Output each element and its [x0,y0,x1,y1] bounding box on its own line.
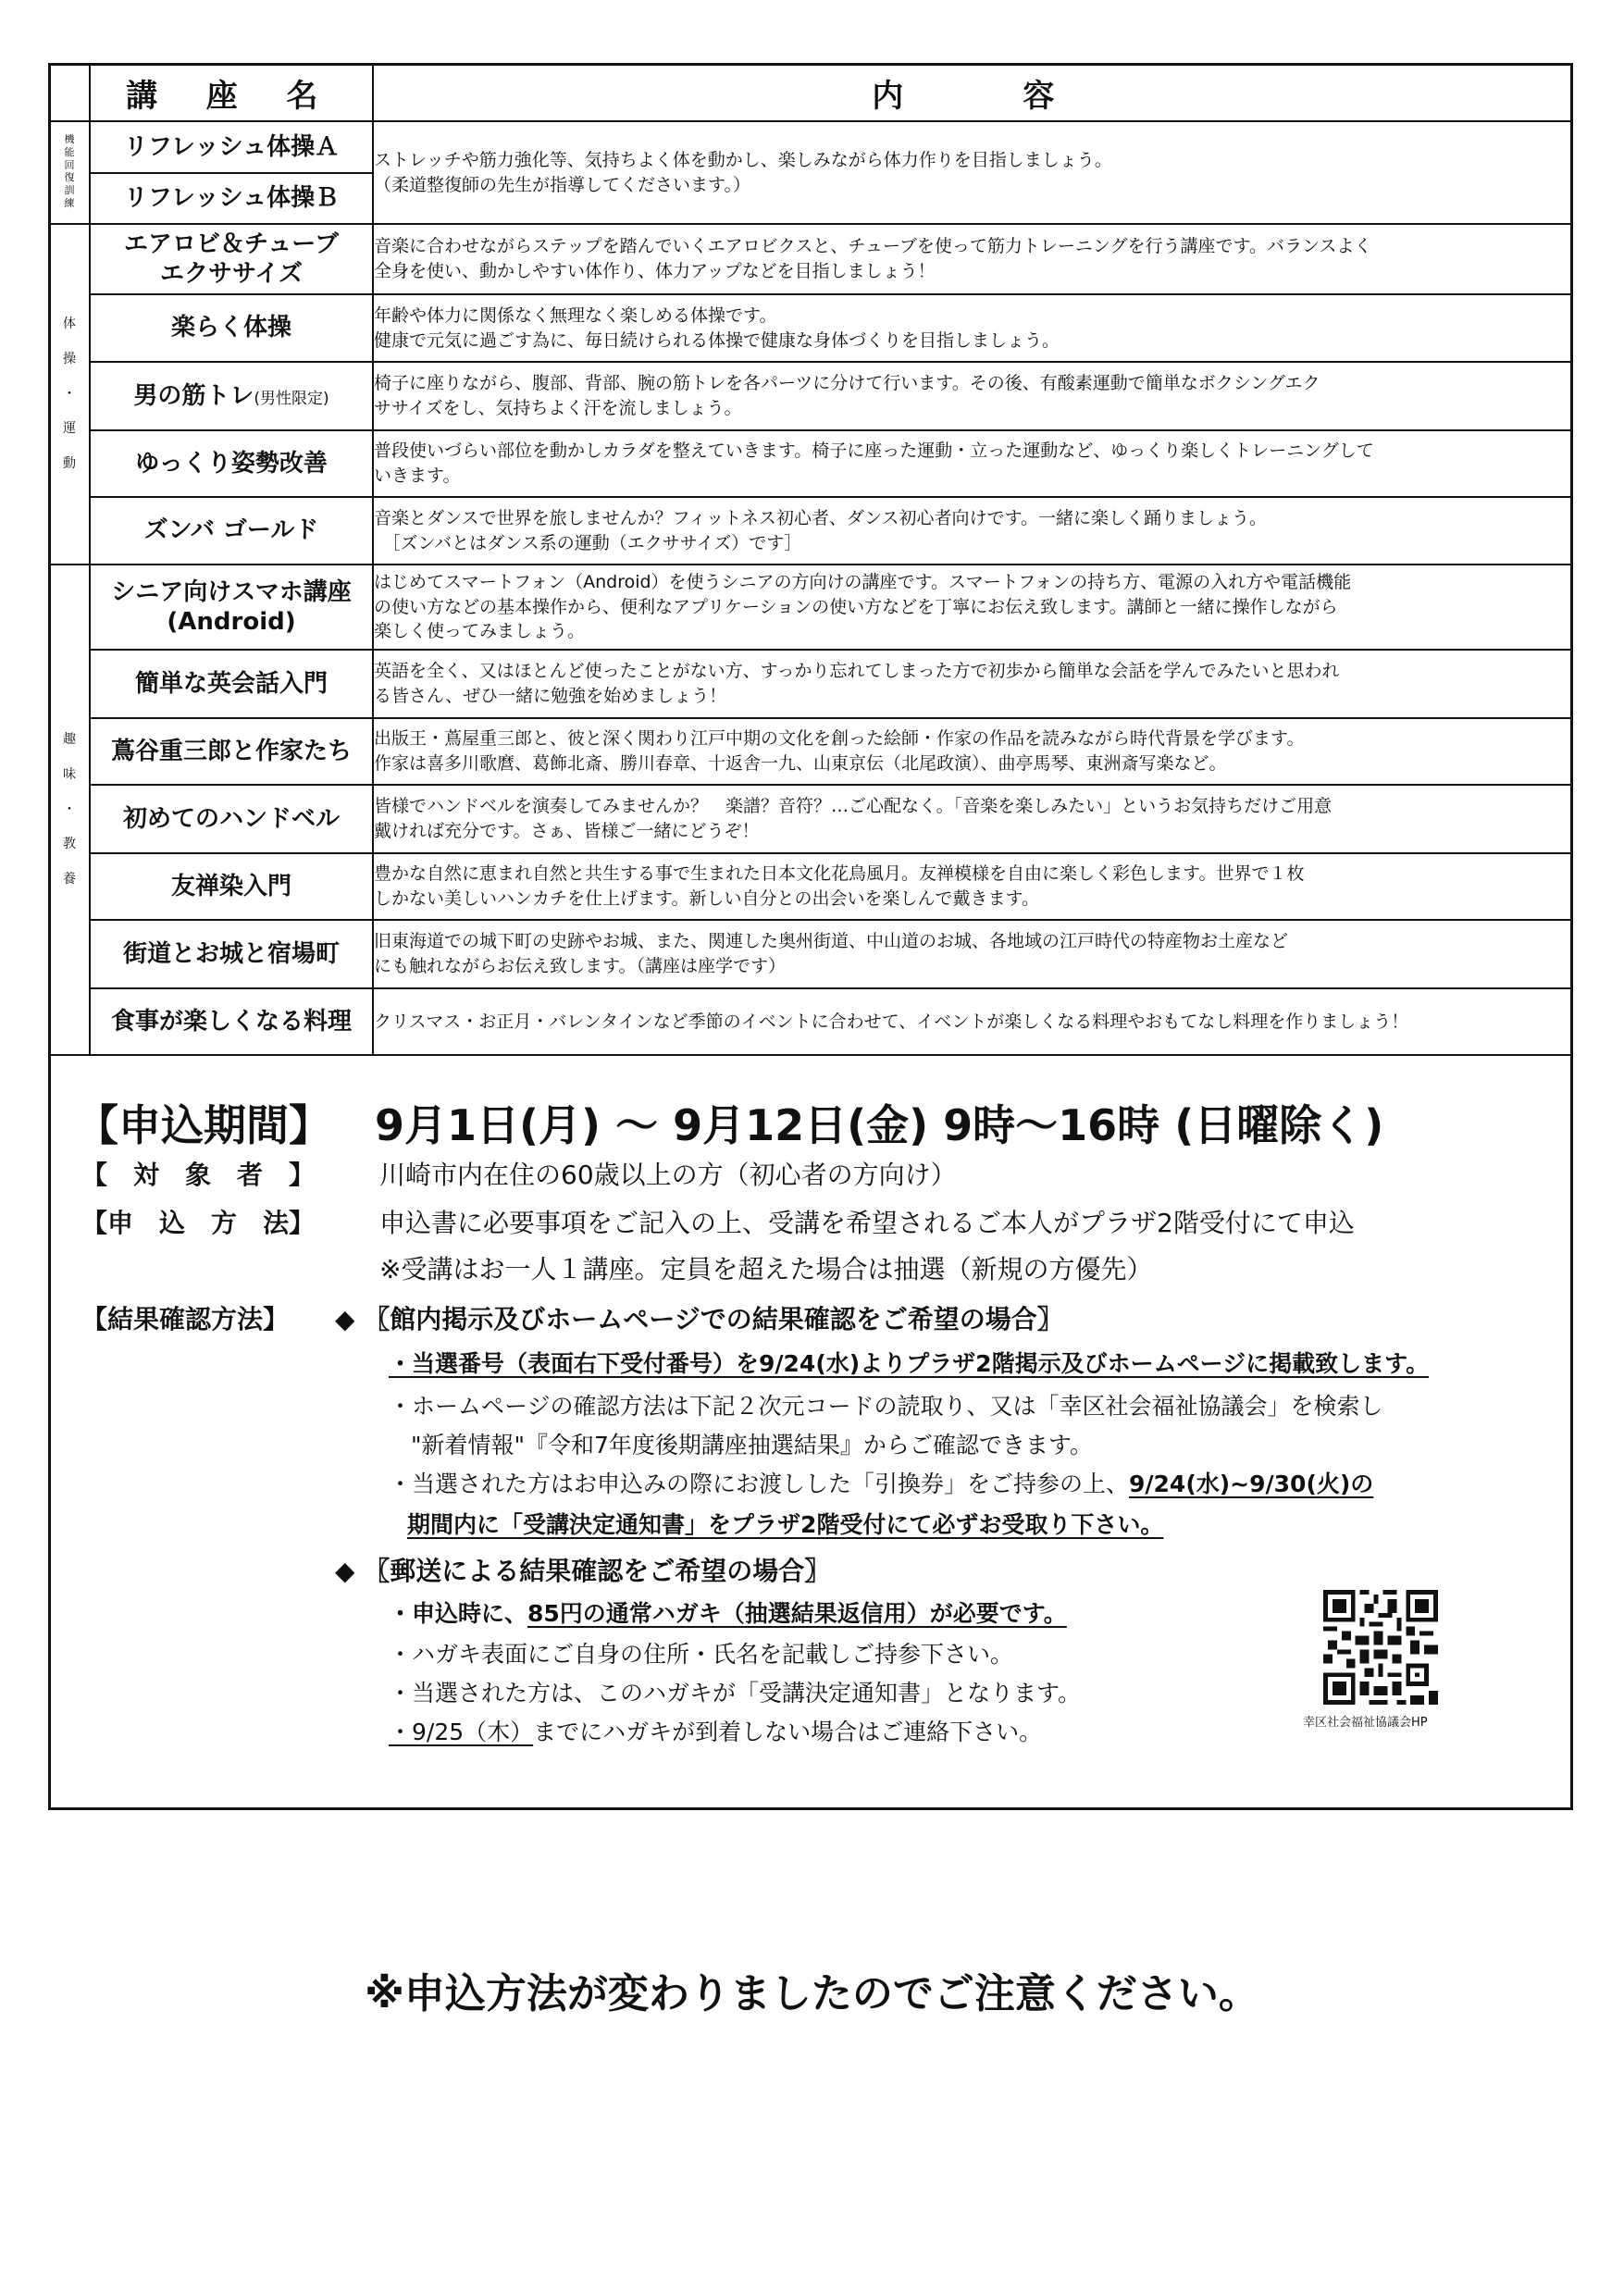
hall-line-4 [389,1466,1373,1499]
mail-line-1 [389,1595,1067,1629]
course-desc: 旧東海道での城下町の史跡やお城、また、関連した奥州街道、中山道のお城、各地域の江戸時代の特産物お土産など にも触れながらお伝え致します。（講座は座学です） [373,920,1572,988]
category-rehab: 機 能 回 復 訓 練 [49,121,90,224]
mail-line-4-date: ・9/25（木） [389,1719,534,1745]
course-name: シニア向けスマホ講座 (Android) [90,565,373,650]
course-name: 初めてのハンドベル [90,785,373,853]
course-name-text: 男の筋トレ [133,381,254,410]
course-desc: 普段使いづらい部位を動かしカラダを整えていきます。椅子に座った運動・立った運動など、ゆっくり楽しくトレーニングして いきます。 [373,430,1572,497]
course-name: 友禅染入門 [90,853,373,920]
course-name: 蔦谷重三郎と作家たち [90,718,373,785]
course-desc: 豊かな自然に恵まれ自然と共生する事で生まれた日本文化花鳥風月。友禅模様を自由に楽しく彩色します。世界で１枚 しかない美しいハンカチを仕上げます。新しい自分との出会いを楽しんで戴きます。 [373,853,1572,920]
course-desc: 皆様でハンドベルを演奏してみませんか？ 楽譜？音符？…ご心配なく。「音楽を楽しみたい」というお気持ちだけご用意 戴ければ充分です。さぁ、皆様ご一緒にどうぞ！ [373,785,1572,853]
course-name: 簡単な英会話入門 [90,650,373,718]
course-name: ズンバ ゴールド [90,497,373,565]
hall-line-4-dates: 9/24(水)~9/30(火)の [1129,1471,1374,1497]
category-hobby: 趣 味 ・ 教 養 [49,565,90,1055]
change-notice: ※申込方法が変わりましたのでご注意ください。 [365,1970,1259,2017]
course-name: 食事が楽しくなる料理 [90,988,373,1055]
mail-line-1-postcard: 85円の通常ハガキ（抽選結果返信用）が必要です。 [527,1600,1067,1627]
category-exercise: 体 操 ・ 運 動 [49,224,90,565]
mail-line-1-text: ・申込時に、 [389,1600,528,1627]
course-desc: 年齢や体力に関係なく無理なく楽しめる体操です。 健康で元気に過ごす為に、毎日続けられる体操で健康な身体づくりを目指しましょう。 [373,294,1572,362]
method-value: 申込書に必要事項をご記入の上、受講を希望されるご本人がプラザ2階受付にて申込 [379,1208,1355,1238]
period-value: 9月1日(月) ～ 9月12日(金) 9時～16時 (日曜除く) [375,1100,1384,1150]
course-desc: ストレッチや筋力強化等、気持ちよく体を動かし、楽しみながら体力作りを目指しましょう。 （柔道整復師の先生が指導してくださいます。） [373,121,1572,224]
course-name: リフレッシュ体操Ａ [90,121,373,173]
result-label: 【結果確認方法】 [81,1304,290,1334]
course-desc: 椅子に座りながら、腹部、背部、腕の筋トレを各パーツに分けて行います。その後、有酸素運動で簡単なボクシングエク ササイズをし、気持ちよく汗を流しましょう。 [373,362,1572,430]
course-desc: 音楽とダンスで世界を旅しませんか？フィットネス初心者、ダンス初心者向けです。一緒に楽しく踊りましょう。 ［ズンバとはダンス系の運動（エクササイズ）です］ [373,497,1572,565]
mail-line-2: ・ハガキ表面にご自身の住所・氏名を記載しご持参下さい。 [389,1641,1014,1668]
header-corner [49,64,90,121]
header-content: 内 容 [373,64,1572,121]
qr-caption: 幸区社会福祉協議会HP [1303,1716,1428,1730]
course-name [90,362,373,430]
qr-code[interactable] [1323,1590,1438,1705]
hall-line-4-text: ・当選された方はお申込みの際にお渡しした「引換券」をご持参の上、 [389,1471,1130,1497]
hall-line-1: ・当選番号（表面右下受付番号）を9/24(水)よりプラザ2階掲示及びホームページに掲載致します。 [389,1350,1430,1377]
header-course-name: 講 座 名 [90,64,373,121]
hall-line-2: ・ホームページの確認方法は下記２次元コードの読取り、又は「幸区社会福祉協議会」を検索し [389,1393,1383,1420]
target-value: 川崎市内在住の60歳以上の方（初心者の方向け） [379,1160,957,1190]
hall-line-3: "新着情報"『令和7年度後期講座抽選結果』からご確認できます。 [411,1432,1093,1458]
hall-line-5: 期間内に「受講決定通知書」をプラザ2階受付にて必ずお受取り下さい。 [407,1511,1164,1538]
method-label: 【申 込 方 法】 [81,1208,316,1238]
course-name: リフレッシュ体操Ｂ [90,173,373,224]
target-label: 【 対 象 者 】 [81,1160,316,1190]
course-desc: 英語を全く、又はほとんど使ったことがない方、すっかり忘れてしまった方で初歩から簡単な会話を学んでみたいと思われ る皆さん、ぜひ一緒に勉強を始めましょう！ [373,650,1572,718]
mail-heading: ◆ 〖郵送による結果確認をご希望の場合〗 [335,1556,831,1586]
course-name: ゆっくり姿勢改善 [90,430,373,497]
course-name: 楽らく体操 [90,294,373,362]
mail-line-4-text: までにハガキが到着しない場合はご連絡下さい。 [533,1719,1043,1745]
method-note: ※受講はお一人１講座。定員を超えた場合は抽選（新規の方優先） [379,1254,1153,1285]
mail-line-3: ・当選された方は、このハガキが「受講決定通知書」となります。 [389,1680,1082,1706]
course-name: 街道とお城と宿場町 [90,920,373,988]
period-label: 【申込期間】 [76,1100,331,1150]
mail-line-4 [389,1714,1042,1747]
course-name-note: (男性限定) [254,389,329,408]
course-desc: クリスマス・お正月・バレンタインなど季節のイベントに合わせて、イベントが楽しくなる料理やおもてなし料理を作りましょう！ [373,988,1572,1055]
course-desc: はじめてスマートフォン（Android）を使うシニアの方向けの講座です。スマートフォンの持ち方、電源の入れ方や電話機能 の使い方などの基本操作から、便利なアプリケーションの使い方などを丁寧にお伝え致します。講師と一緒に操作しながら 楽しく使ってみましょう。 [373,565,1572,650]
course-desc: 出版王・蔦屋重三郎と、彼と深く関わり江戸中期の文化を創った絵師・作家の作品を読みながら時代背景を学びます。 作家は喜多川歌麿、葛飾北斎、勝川春章、十返舎一九、山東京伝（北尾政演）、曲亭馬琴、東洲斎写楽など。 [373,718,1572,785]
course-name: エアロビ＆チューブ エクササイズ [90,224,373,294]
course-desc: 音楽に合わせながらステップを踏んでいくエアロビクスと、チューブを使って筋力トレーニングを行う講座です。バランスよく 全身を使い、動かしやすい体作り、体力アップなどを目指しましょう！ [373,224,1572,294]
course-table [48,63,1573,1056]
hall-heading: ◆ 〖館内掲示及びホームページでの結果確認をご希望の場合〗 [335,1304,1063,1334]
